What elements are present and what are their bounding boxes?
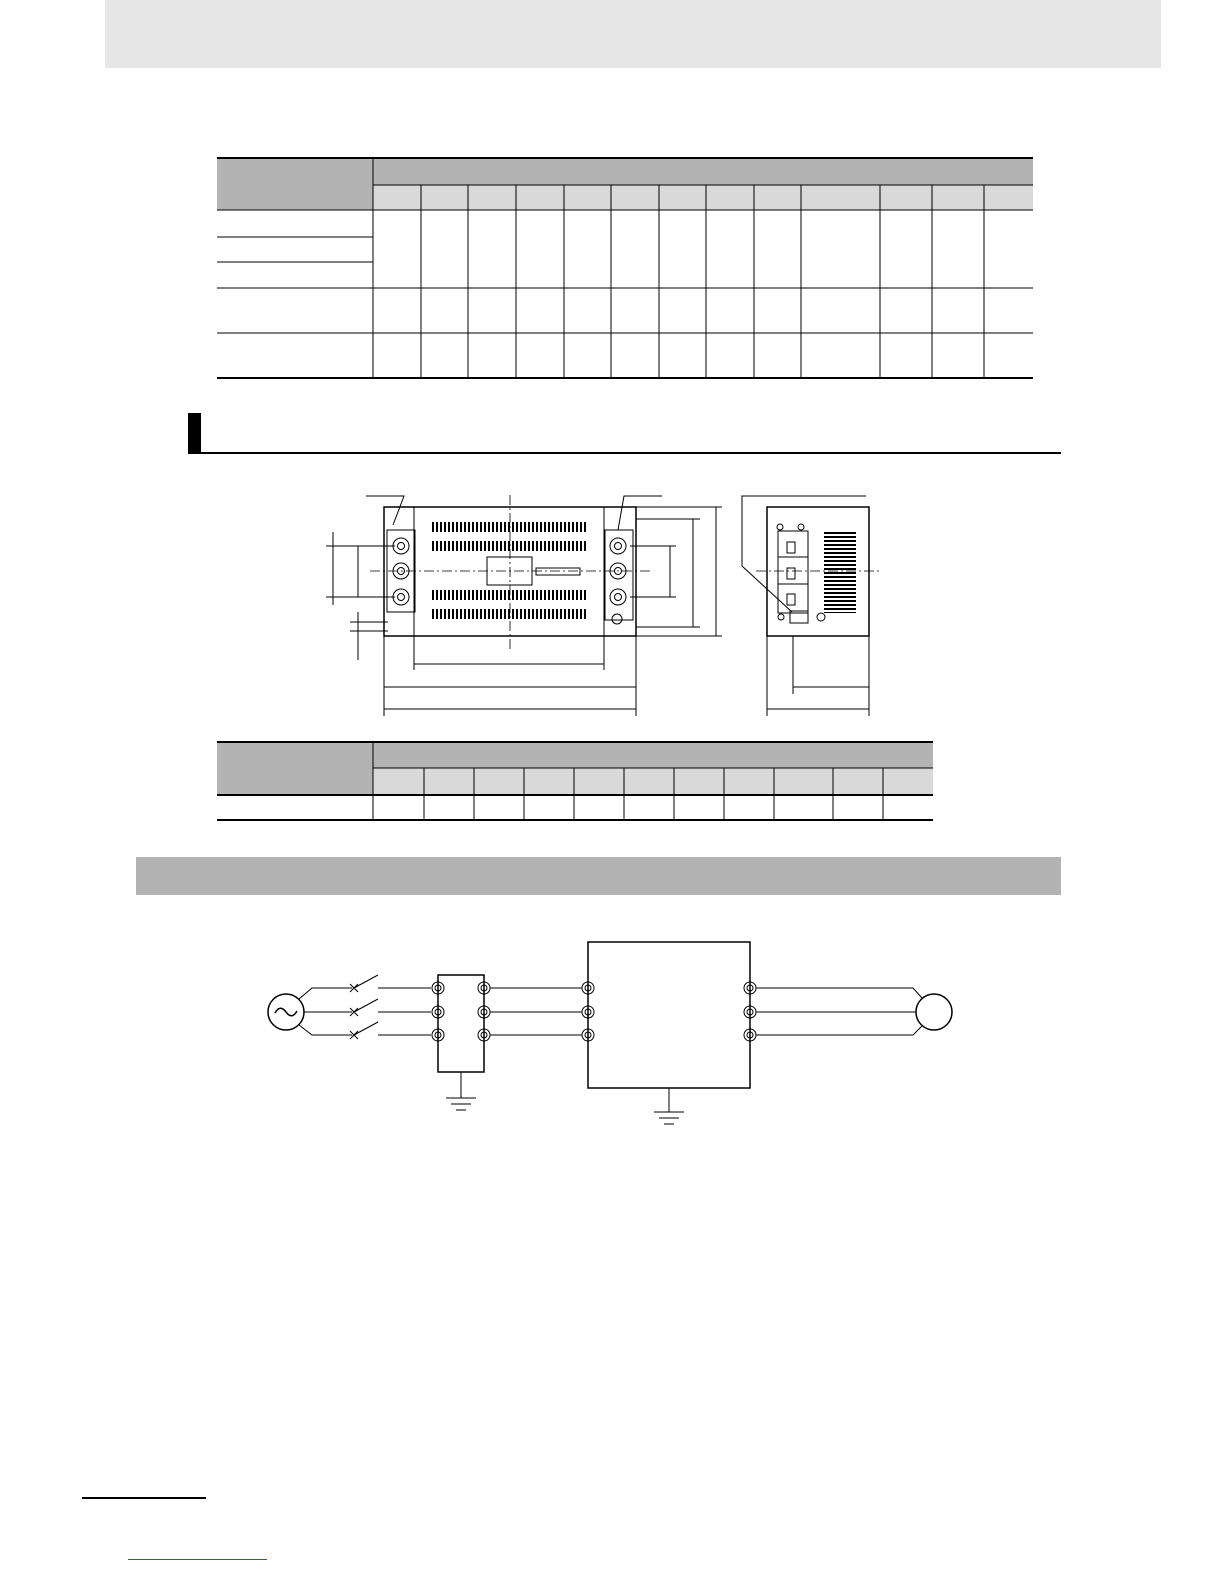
ground-icon [654, 1112, 684, 1124]
table1-subheader-row [373, 185, 1033, 210]
terminal-icon [432, 982, 490, 1041]
table1-column-rules [421, 185, 984, 378]
vent-slots [432, 522, 586, 619]
table2-subheader-row [373, 768, 933, 795]
filter-dimension-drawing [326, 495, 882, 716]
inverter-box [588, 942, 750, 1088]
terminal-icon [582, 982, 756, 1041]
breaker-icon [350, 975, 378, 1039]
table2-header-cell [217, 742, 373, 795]
side-vent-slots [824, 531, 856, 613]
ac-source-icon [268, 994, 304, 1030]
ground-icon [446, 1098, 476, 1110]
terminal-icon [605, 530, 633, 624]
table1-header-cell [217, 158, 373, 210]
noise-filter-box [438, 975, 484, 1072]
spec-table-1 [217, 158, 1033, 378]
wiring-diagram [268, 942, 952, 1124]
table1-header-span [373, 158, 1033, 185]
spec-table-2 [217, 742, 933, 820]
motor-icon [916, 994, 952, 1030]
label-strip [536, 568, 580, 575]
table2-header-span [373, 742, 933, 768]
